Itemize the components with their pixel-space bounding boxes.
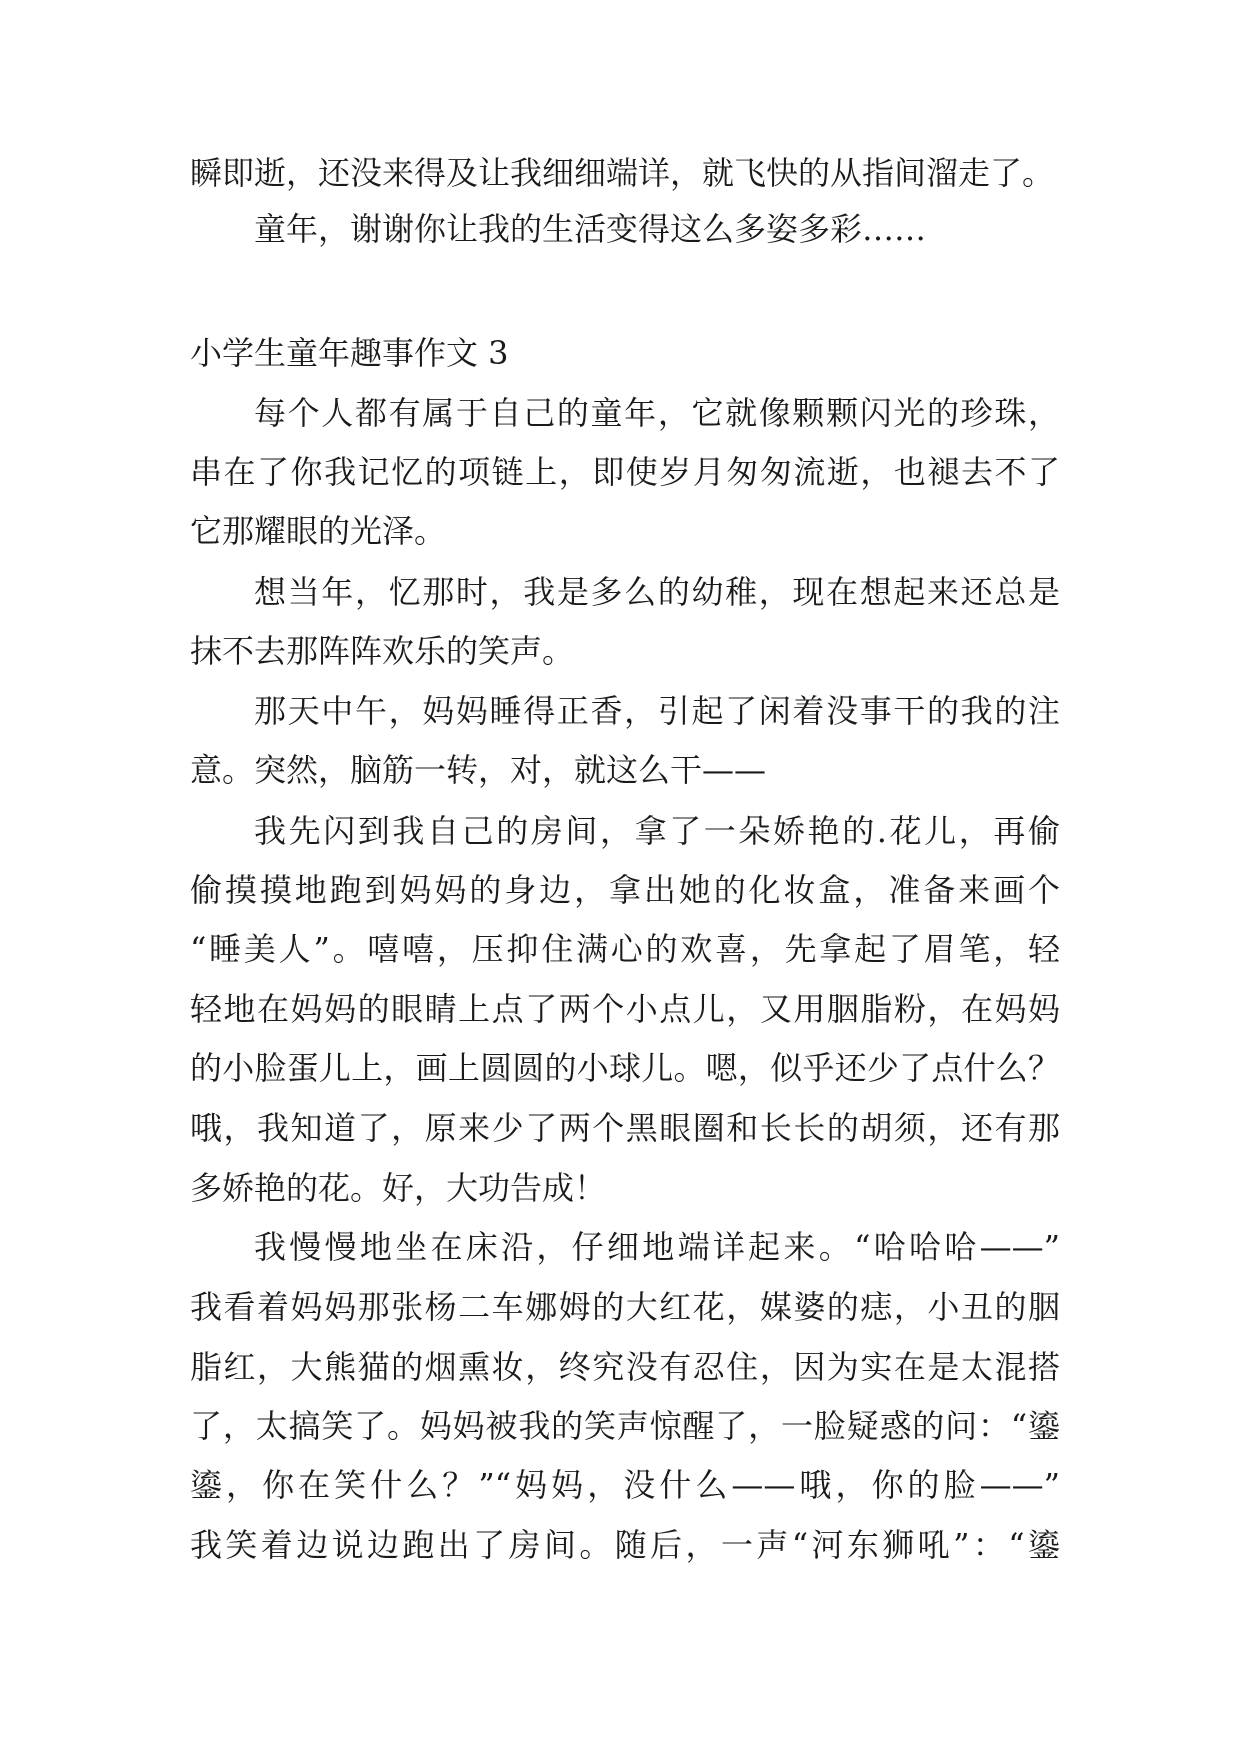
section-heading: 小学生童年趣事作文 3 <box>190 334 509 372</box>
text-line: 瞬即逝，还没来得及让我细细端详，就飞快的从指间溜走了。 <box>190 154 1055 192</box>
text-line: 鎏，你在笑什么？”“妈妈，没什么——哦，你的脸——” <box>190 1466 1060 1504</box>
text-line: “睡美人”。嘻嘻，压抑住满心的欢喜，先拿起了眉笔，轻 <box>190 930 1060 968</box>
text-line: 抹不去那阵阵欢乐的笑声。 <box>190 632 575 670</box>
text-line: 意。突然，脑筋一转，对，就这么干—— <box>190 751 767 789</box>
text-line: 脂红，大熊猫的烟熏妆，终究没有忍住，因为实在是太混搭 <box>190 1348 1060 1386</box>
text-line: 我慢慢地坐在床沿，仔细地端详起来。“哈哈哈——” <box>254 1228 1060 1266</box>
text-line: 多娇艳的花。好，大功告成！ <box>190 1169 607 1207</box>
text-line: 我看着妈妈那张杨二车娜姆的大红花，媒婆的痣，小丑的胭 <box>190 1288 1060 1326</box>
text-line: 哦，我知道了，原来少了两个黑眼圈和长长的胡须，还有那 <box>190 1109 1060 1147</box>
text-line: 了，太搞笑了。妈妈被我的笑声惊醒了，一脸疑惑的问：“鎏 <box>190 1407 1060 1445</box>
text-line: 偷摸摸地跑到妈妈的身边，拿出她的化妆盒，准备来画个 <box>190 871 1060 909</box>
text-line: 每个人都有属于自己的童年，它就像颗颗闪光的珍珠， <box>254 394 1060 432</box>
text-line: 的小脸蛋儿上，画上圆圆的小球儿。嗯，似乎还少了点什么？ <box>190 1049 1060 1087</box>
text-line: 那天中午，妈妈睡得正香，引起了闲着没事干的我的注 <box>254 692 1060 730</box>
text-line: 它那耀眼的光泽。 <box>190 512 447 550</box>
text-line: 我先闪到我自己的房间，拿了一朵娇艳的.花儿，再偷 <box>254 812 1060 850</box>
text-line: 童年，谢谢你让我的生活变得这么多姿多彩…… <box>254 210 927 248</box>
text-line: 串在了你我记忆的项链上，即使岁月匆匆流逝，也褪去不了 <box>190 453 1060 491</box>
text-line: 我笑着边说边跑出了房间。随后，一声“河东狮吼”：“鎏 <box>190 1526 1060 1564</box>
text-line: 轻地在妈妈的眼睛上点了两个小点儿，又用胭脂粉，在妈妈 <box>190 990 1060 1028</box>
text-line: 想当年，忆那时，我是多么的幼稚，现在想起来还总是 <box>254 573 1060 611</box>
